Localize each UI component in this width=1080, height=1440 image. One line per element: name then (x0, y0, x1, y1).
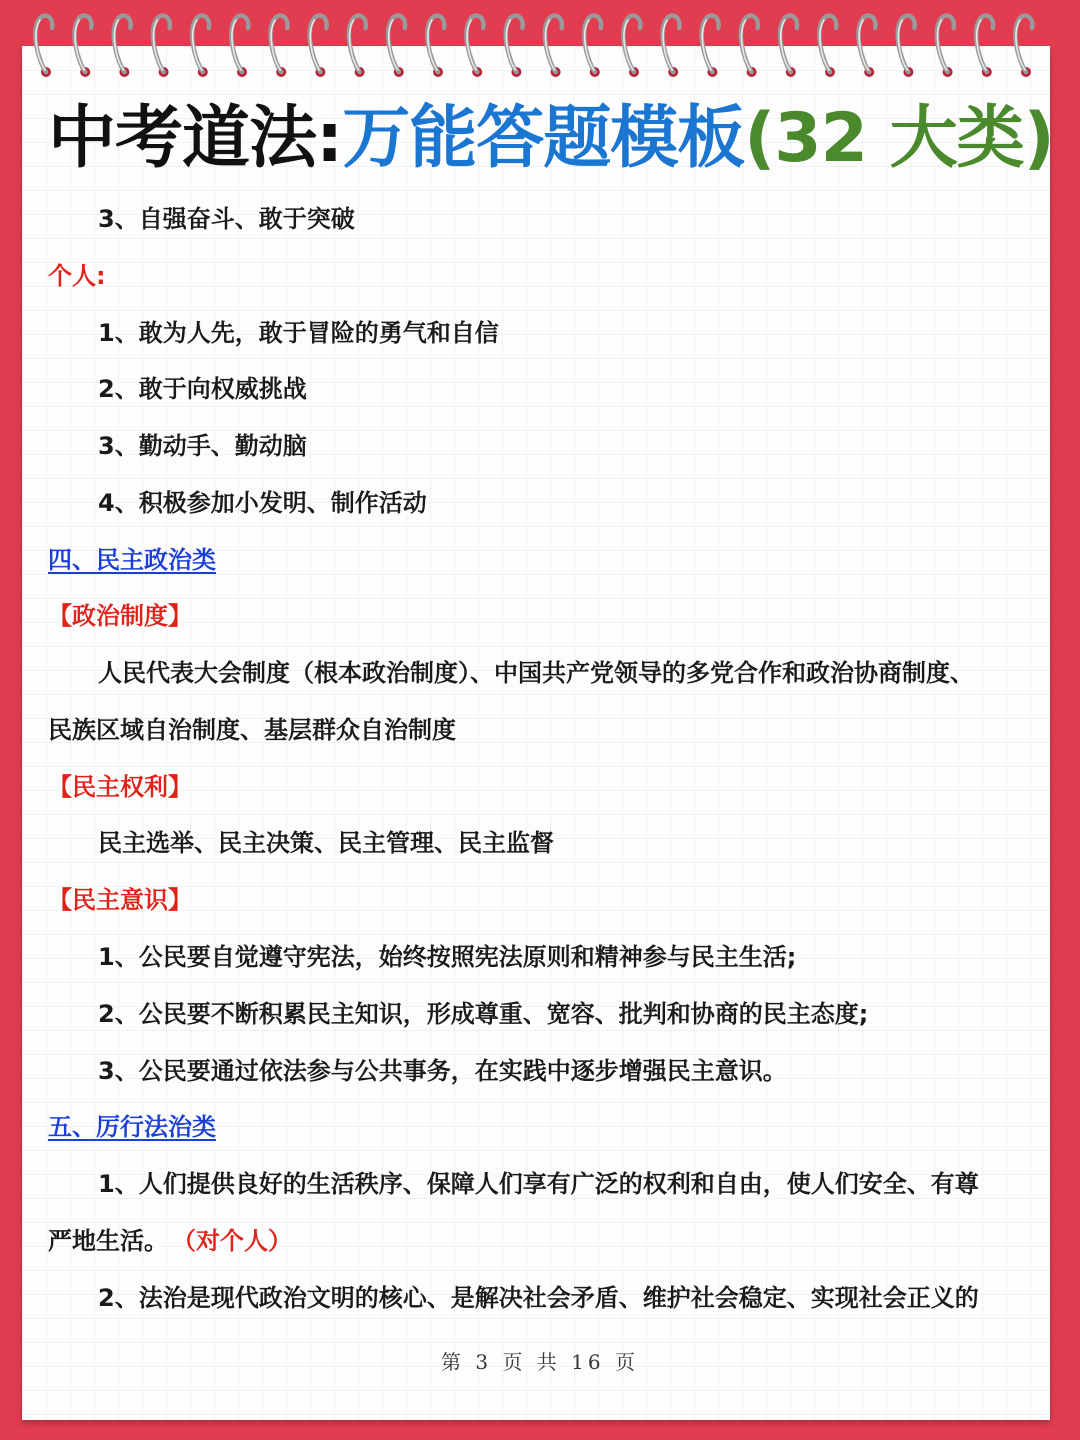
page-number-footer: 第 3 页 共 16 页 (441, 1350, 639, 1374)
bracket-heading-democratic-rights: 【民主权利】 (48, 773, 192, 801)
text-line (48, 1224, 292, 1258)
text-line: 3、公民要通过依法参与公共事务，在实践中逐步增强民主意识。 (98, 1057, 787, 1085)
text-line: 1、人们提供良好的生活秩序、保障人们享有广泛的权利和自由，使人们安全、有尊 (98, 1170, 979, 1198)
text-line: 1、公民要自觉遵守宪法，始终按照宪法原则和精神参与民主生活; (98, 943, 797, 971)
text-line: 人民代表大会制度（根本政治制度）、中国共产党领导的多党合作和政治协商制度、 (98, 659, 974, 687)
text-line: 2、公民要不断积累民主知识，形成尊重、宽容、批判和协商的民主态度; (98, 1000, 869, 1028)
section-heading-rule-of-law[interactable]: 五、厉行法治类 (48, 1113, 216, 1141)
text-line: 3、自强奋斗、敢于突破 (98, 205, 355, 233)
bracket-heading-political-system: 【政治制度】 (48, 602, 192, 630)
title-part-count: (32 大类) (744, 99, 1054, 178)
text-line: 民族区域自治制度、基层群众自治制度 (48, 716, 456, 744)
title-part-subject: 中考道法: (48, 99, 343, 178)
section-heading-democracy[interactable]: 四、民主政治类 (48, 546, 216, 574)
text-line: 2、法治是现代政治文明的核心、是解决社会矛盾、维护社会稳定、实现社会正义的 (98, 1284, 979, 1312)
note-for-individual: （对个人） (184, 1227, 292, 1255)
text-line: 1、敢为人先，敢于冒险的勇气和自信 (98, 319, 499, 347)
text-fragment: 严地生活。 (48, 1227, 168, 1255)
text-line: 3、勤动手、勤动脑 (98, 432, 307, 460)
subheading-personal: 个人: (48, 262, 106, 290)
title-part-template: 万能答题模板 (342, 99, 745, 178)
text-line: 民主选举、民主决策、民主管理、民主监督 (98, 829, 554, 857)
text-line: 2、敢于向权威挑战 (98, 375, 307, 403)
bracket-heading-democratic-awareness: 【民主意识】 (48, 886, 192, 914)
text-line: 4、积极参加小发明、制作活动 (98, 489, 427, 517)
